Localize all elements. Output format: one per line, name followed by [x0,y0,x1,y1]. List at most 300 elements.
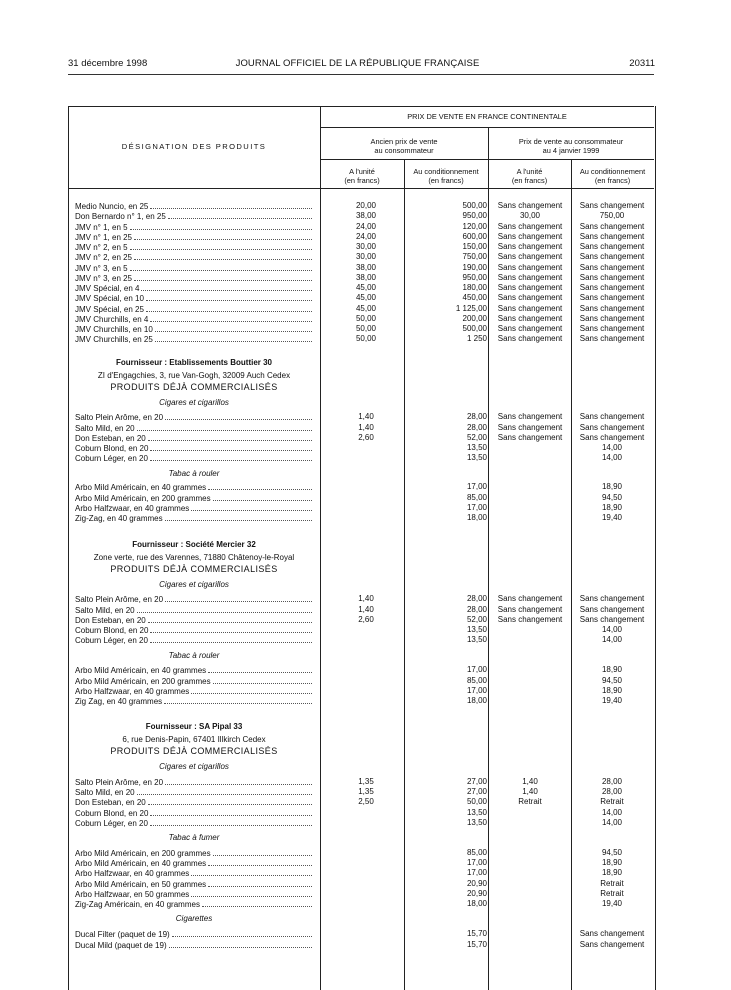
product-name-text: Ducal Mild (paquet de 19) [75,940,167,950]
new-pack-price: 18,90 [601,502,623,512]
table-row [0,513,731,523]
new-unit-price: Sans changement [497,412,563,421]
new-pack-price: 14,00 [601,817,623,827]
leader-dots [134,252,312,260]
old-pack-price-value: 27,00 [466,787,487,796]
header-line [68,188,654,189]
old-pack-price [405,242,487,252]
table-row [0,787,731,797]
table-row [0,423,731,433]
new-pack-price: Sans changement [579,242,645,251]
new-pack-price: 18,90 [601,665,623,674]
old-pack-price [405,787,487,797]
old-pack-price-value: 600,00 [462,231,487,241]
product-name-text: JMV n° 1, en 5 [75,222,128,232]
leader-dots [137,787,312,795]
table-row [0,283,731,293]
category-heading: PRODUITS DÉJÀ COMMERCIALISÉS [110,746,278,756]
category-heading: PRODUITS DÉJÀ COMMERCIALISÉS [110,564,278,574]
new-pack-price: 18,90 [601,858,623,867]
old-pack-price [405,453,487,463]
product-name [75,594,313,605]
new-unit-price: Sans changement [497,242,563,251]
leader-dots [213,848,312,856]
product-name-text: Medio Nuncio, en 25 [75,202,149,211]
leader-dots [137,605,312,613]
old-unit-price: 1,40 [358,422,374,432]
product-name-text: Salto Plein Arôme, en 20 [75,413,164,422]
price-header: PRIX DE VENTE EN FRANCE CONTINENTALE [407,112,567,121]
old-pack-price [405,818,487,828]
new-unit-price: Sans changement [497,313,563,323]
new-pack-price: Retrait [600,888,624,898]
old-pack-price-value: 17,00 [466,858,487,867]
page-header [60,58,655,72]
old-pack-price-value: 85,00 [466,492,487,502]
designation-header: DÉSIGNATION DES PRODUITS [121,142,267,151]
journal-title: JOURNAL OFFICIEL DE LA RÉPUBLIQUE FRANÇAISE [235,58,480,69]
new-unit-price: Sans changement [497,262,563,272]
old-unit-price: 50,00 [355,324,377,333]
leader-dots [137,423,312,431]
table-row [0,808,731,818]
leader-dots [155,334,312,342]
table-row [0,433,731,443]
subcategory-heading: Tabac à rouler [168,651,220,660]
new-pack-price: 18,90 [601,868,623,877]
page-number: 20311 [629,58,655,69]
new-unit-price: Sans changement [497,334,563,343]
old-unit-price: 30,00 [355,252,377,261]
product-name-text: Coburn Blond, en 20 [75,808,149,818]
product-name-text: Coburn Blond, en 20 [75,444,149,453]
old-pack-price [405,858,487,868]
subcategory-heading: Cigares et cigarillos [159,580,229,589]
old-pack-price-value: 85,00 [466,675,487,685]
product-name [75,293,313,304]
new-pack-price: 14,00 [601,635,623,644]
product-name-text: Arbo Mild Américain, en 40 grammes [75,483,207,492]
old-pack-price [405,594,487,604]
old-unit-price: 45,00 [355,293,377,302]
old-pack-price-value: 190,00 [462,262,487,272]
pack-header: Au conditionnement (en francs) [413,167,479,185]
new-pack-price: Sans changement [579,412,645,421]
old-pack-price-value: 500,00 [462,324,487,333]
leader-dots [213,676,312,684]
new-pack-price: Sans changement [579,313,645,323]
leader-dots [150,314,312,322]
table-row [0,940,731,950]
product-name-text: JMV Churchills, en 10 [75,325,153,334]
new-pack-price: Sans changement [579,422,645,432]
table-top-border [68,106,654,107]
new-pack-price: Sans changement [579,334,645,343]
product-name-text: Arbo Mild Américain, en 40 grammes [75,666,207,675]
new-pack-price: Sans changement [579,221,645,231]
table-row [0,879,731,889]
new-pack-price: Sans changement [579,201,645,210]
leader-dots [155,324,312,332]
new-unit-price: 30,00 [519,211,541,220]
old-pack-price [405,808,487,818]
old-pack-price [405,283,487,293]
table-row [0,868,731,878]
product-name-text: JMV n° 3, en 5 [75,263,128,273]
old-unit-price: 1,40 [358,594,374,603]
new-unit-price: Sans changement [497,221,563,231]
old-pack-price [405,848,487,858]
product-name [75,929,313,940]
product-name-text: Don Esteban, en 20 [75,615,146,625]
old-pack-price-value: 28,00 [466,412,487,421]
old-pack-price [405,879,487,889]
table-row [0,594,731,604]
old-unit-price: 1,40 [358,604,374,614]
table-row [0,453,731,463]
old-pack-price-value: 18,00 [466,696,487,705]
old-pack-price [405,686,487,696]
old-pack-price [405,334,487,344]
table-row [0,201,731,211]
old-pack-price-value: 13,50 [466,443,487,452]
new-pack-price: 19,40 [601,513,623,522]
supplier-heading: Fournisseur : Etablissements Bouttier 30 [115,358,273,367]
product-name [75,433,313,444]
product-name-text: JMV Churchills, en 4 [75,314,149,324]
old-pack-price-value: 150,00 [462,242,487,251]
leader-dots [191,868,312,876]
new-pack-price: 28,00 [601,776,623,786]
old-price-header: Ancien prix de vente au consommateur [370,137,438,155]
leader-dots [141,283,312,291]
product-name-text: Arbo Halfzwaar, en 50 grammes [75,889,190,899]
old-pack-price-value: 17,00 [466,685,487,695]
new-pack-price: 19,40 [601,899,623,908]
old-unit-price: 50,00 [355,334,377,343]
table-row [0,273,731,283]
table-row [0,848,731,858]
leader-dots [165,513,312,521]
old-pack-price [405,777,487,787]
product-name-text: Don Bernardo n° 1, en 25 [75,212,166,221]
product-name-text: Arbo Halfzwaar, en 40 grammes [75,503,190,513]
new-unit-price: 1,40 [522,787,538,796]
old-pack-price [405,482,487,492]
new-pack-price: 28,00 [601,787,623,796]
new-pack-price: 18,90 [601,482,623,491]
old-pack-price-value: 1 250 [466,334,487,343]
old-pack-price [405,899,487,909]
issue-date: 31 décembre 1998 [68,58,148,69]
old-pack-price-value: 1 125,00 [455,303,487,313]
product-name-text: Coburn Blond, en 20 [75,626,149,635]
new-pack-price: Sans changement [579,303,645,313]
old-pack-price [405,940,487,950]
header-rule [68,74,654,75]
old-pack-price-value: 18,00 [466,513,487,522]
product-name [75,940,313,951]
product-name [75,777,313,788]
product-name-text: Arbo Halfzwaar, en 40 grammes [75,869,190,878]
old-pack-price-value: 950,00 [462,272,487,282]
leader-dots [148,797,312,805]
new-pack-price: Sans changement [579,594,645,603]
new-unit-price: Sans changement [497,283,563,292]
table-row [0,899,731,909]
old-pack-price-value: 13,50 [466,453,487,462]
product-name [75,334,313,345]
old-pack-price-value: 17,00 [466,502,487,512]
table-row [0,443,731,453]
new-pack-price: 94,50 [601,675,623,685]
old-pack-price [405,676,487,686]
table-row [0,889,731,899]
old-unit-price: 20,00 [355,201,377,210]
old-pack-price-value: 20,90 [466,878,487,888]
old-pack-price-value: 13,50 [466,807,487,817]
table-row [0,686,731,696]
supplier-heading: Fournisseur : Société Mercier 32 [132,540,256,549]
product-name-text: JMV Spécial, en 10 [75,294,144,303]
leader-dots [165,412,312,420]
table-row [0,232,731,242]
old-pack-price [405,314,487,324]
product-name-text: Don Esteban, en 20 [75,798,146,807]
new-pack-price: Retrait [600,878,624,888]
leader-dots [208,879,312,887]
product-name [75,889,313,900]
old-pack-price-value: 50,00 [466,797,487,806]
new-pack-price: Sans changement [579,293,645,302]
new-price-header: Prix de vente au consommateur au 4 janvier 1999 [518,137,624,155]
old-pack-price [405,868,487,878]
leader-dots [150,818,312,826]
old-pack-price-value: 20,90 [466,888,487,898]
new-pack-price: 14,00 [601,453,623,462]
product-name [75,412,313,423]
leader-dots [134,273,312,281]
old-pack-price [405,304,487,314]
old-pack-price-value: 450,00 [462,293,487,302]
old-unit-price: 30,00 [355,242,377,251]
product-name-text: JMV Spécial, en 4 [75,284,140,293]
product-name [75,482,313,493]
new-pack-price: Sans changement [579,262,645,272]
new-pack-price: Sans changement [579,604,645,614]
table-row [0,818,731,828]
old-pack-price-value: 750,00 [462,252,487,261]
product-name-text: Arbo Halfzwaar, en 40 grammes [75,686,190,696]
table-row [0,696,731,706]
header-line [320,159,654,160]
table-row [0,858,731,868]
old-pack-price-value: 500,00 [462,201,487,210]
old-unit-price: 2,60 [358,614,374,624]
leader-dots [208,858,312,866]
old-pack-price-value: 28,00 [466,594,487,603]
product-name [75,635,313,646]
leader-dots [165,777,312,785]
new-pack-price: Retrait [600,797,624,806]
leader-dots [202,899,312,907]
old-pack-price-value: 180,00 [462,283,487,292]
old-pack-price [405,433,487,443]
old-pack-price-value: 18,00 [466,899,487,908]
new-pack-price: Sans changement [579,432,645,442]
product-name-text: Zig-Zag Américain, en 40 grammes [75,900,200,909]
product-name-text: Arbo Mild Américain, en 200 grammes [75,493,211,503]
header-line [320,127,654,128]
new-pack-price: Sans changement [579,939,645,949]
subcategory-heading: Tabac à rouler [168,469,220,478]
leader-dots [130,242,312,250]
table-row [0,777,731,787]
product-name-text: Coburn Léger, en 20 [75,818,148,828]
unit-header-new: A l'unité (en francs) [511,167,548,185]
new-unit-price: Sans changement [497,432,563,442]
table-row [0,314,731,324]
product-name-text: Salto Mild, en 20 [75,788,135,797]
old-pack-price-value: 52,00 [466,432,487,442]
old-unit-price: 45,00 [355,303,377,313]
old-pack-price [405,493,487,503]
leader-dots [191,503,312,511]
old-pack-price-value: 17,00 [466,868,487,877]
new-pack-price: 18,90 [601,685,623,695]
new-unit-price: Retrait [518,797,542,806]
old-unit-price: 1,35 [358,787,374,796]
new-unit-price: Sans changement [497,201,563,210]
old-pack-price [405,929,487,939]
table-row [0,222,731,232]
old-unit-price: 24,00 [355,231,377,241]
old-unit-price: 2,60 [358,432,374,442]
old-unit-price: 1,40 [358,412,374,421]
new-unit-price: Sans changement [497,272,563,282]
old-pack-price [405,503,487,513]
product-name [75,503,313,514]
new-pack-price: 14,00 [601,807,623,817]
product-name [75,797,313,808]
unit-header: A l'unité (en francs) [344,167,380,185]
product-name-text: Arbo Mild Américain, en 40 grammes [75,859,207,868]
new-unit-price: Sans changement [497,594,563,603]
table-row [0,493,731,503]
leader-dots [169,940,312,948]
table-row [0,242,731,252]
category-heading: PRODUITS DÉJÀ COMMERCIALISÉS [110,382,278,392]
old-unit-price: 38,00 [355,262,377,272]
old-pack-price-value: 13,50 [466,625,487,634]
product-name [75,818,313,829]
old-pack-price-value: 85,00 [466,847,487,857]
old-pack-price-value: 950,00 [462,211,487,220]
old-unit-price: 2,50 [358,797,374,806]
old-pack-price [405,211,487,221]
new-pack-price: 94,50 [601,492,623,502]
product-name-text: Salto Mild, en 20 [75,605,135,615]
new-pack-price: Sans changement [579,252,645,261]
old-pack-price-value: 15,70 [466,939,487,949]
old-unit-price: 38,00 [355,211,377,220]
product-name-text: JMV n° 1, en 25 [75,232,133,242]
product-name [75,314,313,325]
old-pack-price [405,443,487,453]
product-name-text: JMV n° 3, en 25 [75,273,133,283]
old-pack-price-value: 17,00 [466,665,487,674]
leader-dots [165,594,312,602]
product-name-text: JMV n° 2, en 5 [75,243,128,252]
product-name [75,211,313,222]
subcategory-heading: Tabac à fumer [168,833,220,842]
old-pack-price-value: 27,00 [466,776,487,786]
product-name-text: Arbo Mild Américain, en 200 grammes [75,676,211,686]
new-pack-price: Sans changement [579,272,645,282]
leader-dots [146,304,312,312]
new-unit-price: Sans changement [497,324,563,333]
product-name-text: Coburn Léger, en 20 [75,636,148,645]
old-pack-price [405,293,487,303]
leader-dots [191,889,312,897]
new-pack-price: Sans changement [579,283,645,292]
old-pack-price [405,252,487,262]
table-row [0,605,731,615]
leader-dots [191,686,312,694]
old-pack-price [405,513,487,523]
old-pack-price-value: 15,70 [466,929,487,938]
product-name-text: Don Esteban, en 20 [75,433,146,443]
product-name [75,252,313,263]
product-name-text: Zig-Zag, en 40 grammes [75,514,163,523]
table-row [0,412,731,422]
old-pack-price [405,222,487,232]
product-name-text: Ducal Filter (paquet de 19) [75,930,170,939]
old-pack-price [405,412,487,422]
new-unit-price: Sans changement [497,252,563,261]
old-pack-price [405,232,487,242]
table-row [0,929,731,939]
table-row [0,625,731,635]
old-pack-price [405,324,487,334]
leader-dots [134,232,312,240]
product-name [75,665,313,676]
leader-dots [148,615,312,623]
old-pack-price [405,797,487,807]
product-name [75,453,313,464]
supplier-address: Zone verte, rue des Varennes, 71880 Châtenoy-le-Royal [93,552,295,562]
product-name [75,615,313,626]
new-unit-price: Sans changement [497,604,563,614]
product-name [75,868,313,879]
leader-dots [150,808,312,816]
old-unit-price: 50,00 [355,313,377,323]
new-pack-price: Sans changement [579,614,645,624]
table-row [0,304,731,314]
leader-dots [130,222,312,230]
table-row [0,797,731,807]
supplier-address: 6, rue Denis-Papin, 67401 Illkirch Cedex [122,734,266,744]
new-unit-price: Sans changement [497,293,563,302]
old-pack-price [405,635,487,645]
product-name [75,232,313,243]
old-unit-price: 45,00 [355,283,377,292]
product-name-text: JMV n° 2, en 25 [75,253,133,262]
table-row [0,334,731,344]
old-pack-price-value: 13,50 [466,635,487,644]
old-pack-price-value: 120,00 [462,221,487,231]
product-name-text: Salto Plein Arôme, en 20 [75,777,164,787]
